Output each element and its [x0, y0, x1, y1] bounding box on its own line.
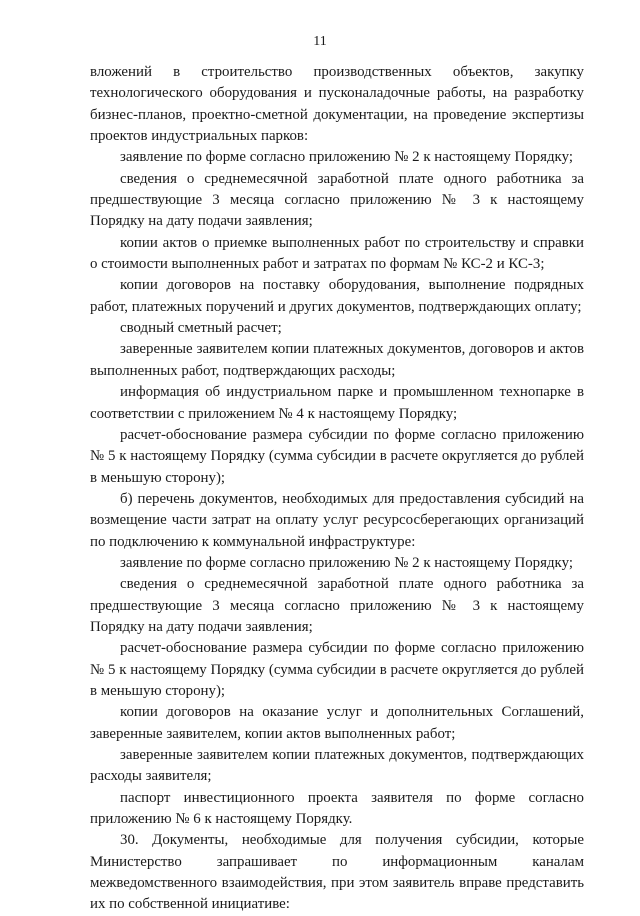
page-number: 11	[313, 34, 327, 49]
paragraph: копии договоров на поставку оборудования, выполнение подрядных работ, платежных поручений и других документов, подтверждающих оплату;	[90, 277, 584, 315]
paragraph: вложений в строительство производственных объектов, закупку технологического оборудования и пусконаладочные работы, на разработку бизнес-планов, проектно-сметной документации, на проведение экспертизы проектов индустриальных парков:	[90, 64, 584, 145]
paragraph: 30. Документы, необходимые для получения субсидии, которые Министерство запрашивает по информационным каналам межведомственного взаимодействия, при этом заявитель вправе представить их по собственной инициативе:	[90, 832, 584, 913]
paragraph: заверенные заявителем копии платежных документов, договоров и актов выполненных работ, подтверждающих расходы;	[90, 341, 584, 379]
body-text	[90, 62, 584, 916]
paragraph: копии договоров на оказание услуг и дополнительных Соглашений, заверенные заявителем, копии актов выполненных работ;	[90, 704, 584, 742]
paragraph: сводный сметный расчет;	[120, 320, 282, 337]
paragraph: расчет-обоснование размера субсидии по форме согласно приложению № 5 к настоящему Порядку (сумма субсидии в расчете округляется до рублей в меньшую сторону);	[90, 426, 584, 486]
paragraph: б) перечень документов, необходимых для предоставления субсидий на возмещение части затрат на оплату услуг ресурсосберегающих организаций по подключению к коммунальной инфраструктуре:	[90, 490, 584, 550]
paragraph: паспорт инвестиционного проекта заявителя по форме согласно приложению № 6 к настоящему Порядку.	[90, 789, 584, 828]
paragraph: заявление по форме согласно приложению № 2 к настоящему Порядку;	[120, 554, 573, 571]
paragraph: расчет-обоснование размера субсидии по форме согласно приложению № 5 к настоящему Порядку (сумма субсидии в расчете округляется до рублей в меньшую сторону);	[90, 640, 584, 699]
paragraph: заявление по форме согласно приложению № 2 к настоящему Порядку;	[120, 149, 573, 166]
paragraph: заверенные заявителем копии платежных документов, подтверждающих расходы заявителя;	[90, 747, 584, 785]
paragraph: сведения о среднемесячной заработной плате одного работника за предшествующие 3 месяца согласно приложению № 3 к настоящему Порядку на дату подачи заявления;	[90, 170, 584, 230]
paragraph: копии актов о приемке выполненных работ по строительству и справки о стоимости выполненных работ и затратах по формам № КС-2 и КС-3;	[90, 234, 584, 273]
paragraph: информация об индустриальном парке и промышленном технопарке в соответствии с приложением № 4 к настоящему Порядку;	[90, 384, 584, 422]
paragraph: сведения о среднемесячной заработной плате одного работника за предшествующие 3 месяца согласно приложению № 3 к настоящему Порядку на дату подачи заявления;	[90, 576, 584, 635]
